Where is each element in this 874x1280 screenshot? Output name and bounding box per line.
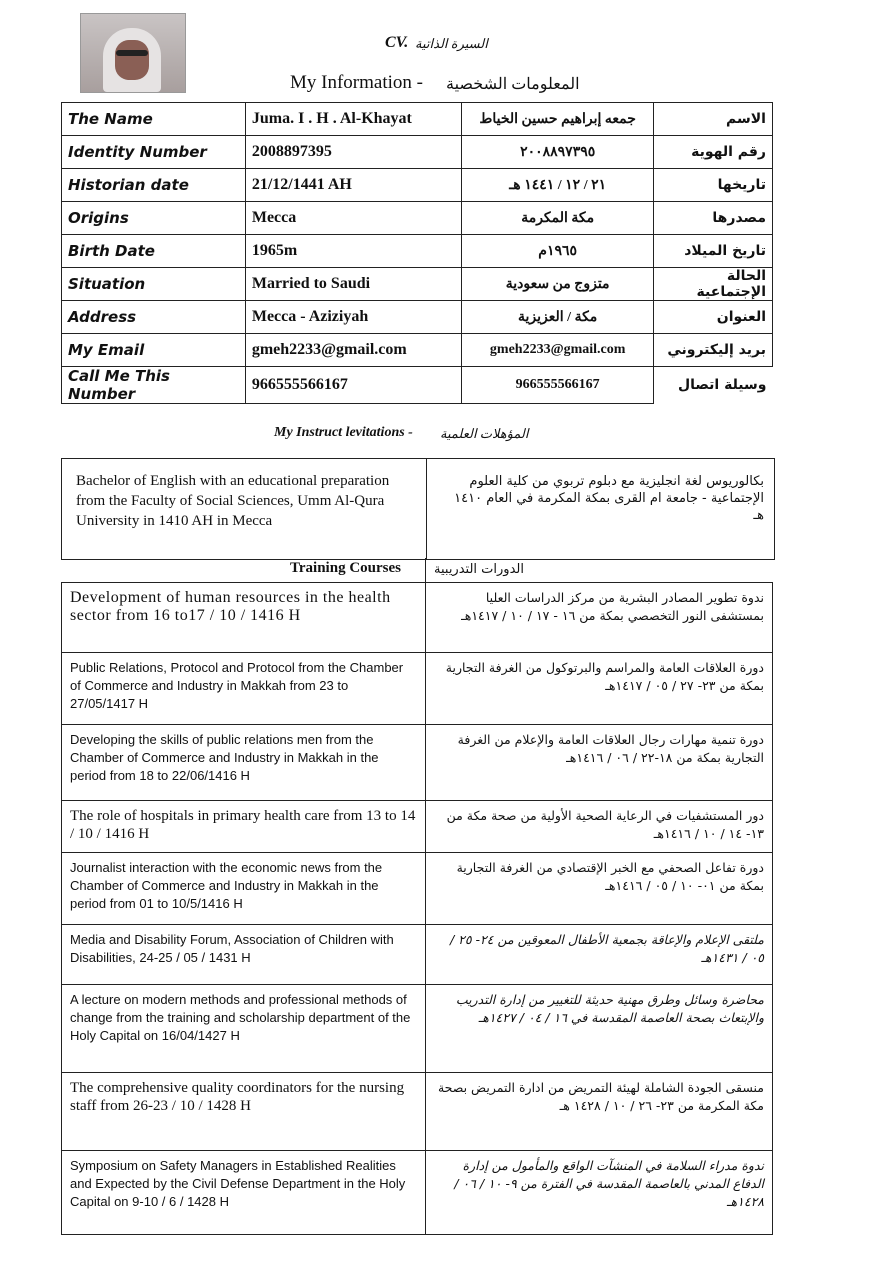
info-title-arabic: المعلومات الشخصية <box>446 76 580 93</box>
info-row <box>62 334 773 367</box>
course-text: Media and Disability Forum, Association of Children with Disabilities, 24-25 / 05 / 1431 H <box>62 925 426 985</box>
course-row <box>62 1073 773 1151</box>
course-row <box>62 985 773 1073</box>
qualifications-title: My Instruct levitations - <box>274 425 413 440</box>
info-label: Origins <box>62 202 246 235</box>
course-text-arabic: دور المستشفيات في الرعاية الصحية الأولية من صحة مكة من ١٣- ١٤ / ١٠ / ١٤١٦هـ <box>425 801 772 853</box>
info-title: My Information - <box>290 72 423 93</box>
info-label-arabic: مصدرها <box>654 202 773 235</box>
info-label-arabic: بريد إليكتروني <box>654 334 773 367</box>
info-label-arabic: الاسم <box>654 103 773 136</box>
info-value: Married to Saudi <box>245 268 461 301</box>
profile-photo <box>80 13 186 93</box>
info-value-arabic: ٢١ / ١٢ / ١٤٤١ هـ <box>462 169 654 202</box>
course-text-arabic: منسقى الجودة الشاملة لهيئة التمريض من ادارة التمريض بصحة مكة المكرمة من ٢٣- ٢٦ / ١٠ / ١٤٢٨ هـ <box>425 1073 772 1151</box>
training-courses-table <box>61 582 773 1235</box>
qualifications-title-arabic: المؤهلات العلمية <box>440 426 529 441</box>
course-row <box>62 725 773 801</box>
course-text: A lecture on modern methods and professional methods of change from the training and scholarship department of the Holy Capital on 16/04/1427 H <box>62 985 426 1073</box>
info-value-arabic: 966555566167 <box>462 367 654 404</box>
personal-info-table <box>61 102 773 404</box>
info-label-arabic: وسيلة اتصال <box>654 367 773 404</box>
info-row <box>62 136 773 169</box>
course-text-arabic: دورة العلاقات العامة والمراسم والبرتوكول من الغرفة التجارية بمكة من ٢٣- ٢٧ / ٠٥ / ١٤١٧هـ <box>425 653 772 725</box>
course-text-arabic: ملتقى الإعلام والإعاقة بجمعية الأطفال المعوقين من ٢٤- ٢٥ / ٠٥ / ١٤٣١هـ <box>425 925 772 985</box>
info-label: The Name <box>62 103 246 136</box>
info-row <box>62 268 773 301</box>
course-text-arabic: دورة تفاعل الصحفي مع الخبر الإقتصادي من الغرفة التجارية بمكة من ٠١- ١٠ / ٠٥ / ١٤١٦هـ <box>425 853 772 925</box>
course-text-arabic: دورة تنمية مهارات رجال العلاقات العامة والإعلام من الغرفة التجارية بمكة من ١٨-٢٢ / ٠٦ / ١٤١٦هـ <box>425 725 772 801</box>
info-row <box>62 103 773 136</box>
info-label: My Email <box>62 334 246 367</box>
info-value-arabic: مكة / العزيزية <box>462 301 654 334</box>
info-label-arabic: تاريخها <box>654 169 773 202</box>
course-text: Developing the skills of public relations men from the Chamber of Commerce and Industry in Makkah in the period from 18 to 22/06/1416 H <box>62 725 426 801</box>
info-row <box>62 202 773 235</box>
info-value-arabic: مكة المكرمة <box>462 202 654 235</box>
info-label: Situation <box>62 268 246 301</box>
training-title-arabic: الدورات التدريبية <box>434 562 524 577</box>
course-row <box>62 1151 773 1235</box>
info-row <box>62 367 773 404</box>
cv-title: CV. <box>385 34 409 51</box>
info-value-arabic: متزوج من سعودية <box>462 268 654 301</box>
qualification-text: Bachelor of English with an educational preparation from the Faculty of Social Sciences, Umm Al-Qura University in 1410 AH in Mecca <box>76 473 390 529</box>
info-value-arabic: ٢٠٠٨٨٩٧٣٩٥ <box>462 136 654 169</box>
course-text: The comprehensive quality coordinators for the nursing staff from 26-23 / 10 / 1428 H <box>62 1073 426 1151</box>
info-value-arabic: جمعه إبراهيم حسين الخياط <box>462 103 654 136</box>
info-value: Mecca <box>245 202 461 235</box>
info-label: Call Me This Number <box>62 367 246 404</box>
course-text-arabic: محاضرة وسائل وطرق مهنية حديثة للتغيير من إدارة التدريب والإبتعاث بصحة العاصمة المقدسة في ١٦ / ٠٤ / ١٤٢٧هـ <box>425 985 772 1073</box>
training-title: Training Courses <box>290 560 401 576</box>
info-label: Identity Number <box>62 136 246 169</box>
info-row <box>62 235 773 268</box>
info-label-arabic: العنوان <box>654 301 773 334</box>
course-text-arabic: ندوة تطوير المصادر البشرية من مركز الدراسات العليا بمستشفى النور التخصصي بمكة من ١٦ - ١٧ / ١٠ / ١٤١٧هـ <box>425 583 772 653</box>
info-value: gmeh2233@gmail.com <box>245 334 461 367</box>
course-row <box>62 801 773 853</box>
info-value: 21/12/1441 AH <box>245 169 461 202</box>
course-text: Symposium on Safety Managers in Established Realities and Expected by the Civil Defense Department in the Holy Capital on 9-10 / 6 / 1428 H <box>62 1151 426 1235</box>
qualification-text-arabic: بكالوريوس لغة انجليزية مع دبلوم تربوي من كلية العلوم الإجتماعية - جامعة ام القرى بمكة المكرمة في العام ١٤١٠ هـ <box>454 474 764 523</box>
info-label: Birth Date <box>62 235 246 268</box>
qualification-box <box>61 458 775 560</box>
info-value: 2008897395 <box>245 136 461 169</box>
info-row <box>62 301 773 334</box>
course-text: Public Relations, Protocol and Protocol from the Chamber of Commerce and Industry in Makkah from 23 to 27/05/1417 H <box>62 653 426 725</box>
course-text-arabic: ندوة مدراء السلامة في المنشآت الواقع والمأمول من إدارة الدفاع المدني بالعاصمة المقدسة في الفترة من ٩- ١٠ / ٠٦ / ١٤٢٨هـ <box>425 1151 772 1235</box>
course-text: The role of hospitals in primary health care from 13 to 14 / 10 / 1416 H <box>62 801 426 853</box>
info-row <box>62 169 773 202</box>
info-value: Mecca - Aziziyah <box>245 301 461 334</box>
course-row <box>62 653 773 725</box>
info-label: Address <box>62 301 246 334</box>
course-row <box>62 853 773 925</box>
info-value: Juma. I . H . Al-Khayat <box>245 103 461 136</box>
info-value: 1965m <box>245 235 461 268</box>
course-text: Development of human resources in the health sector from 16 to17 / 10 / 1416 H <box>62 583 426 653</box>
info-label: Historian date <box>62 169 246 202</box>
info-value-arabic: ١٩٦٥م <box>462 235 654 268</box>
info-value: 966555566167 <box>245 367 461 404</box>
course-row <box>62 583 773 653</box>
course-row <box>62 925 773 985</box>
info-label-arabic: تاريخ الميلاد <box>654 235 773 268</box>
info-label-arabic: رقم الهوية <box>654 136 773 169</box>
course-text: Journalist interaction with the economic news from the Chamber of Commerce and Industry in Makkah in the period from 01 to 10/5/1416 H <box>62 853 426 925</box>
cv-title-arabic: السيرة الذاتية <box>415 36 488 51</box>
info-label-arabic: الحالة الإجتماعية <box>654 268 773 301</box>
info-value-arabic: gmeh2233@gmail.com <box>462 334 654 367</box>
